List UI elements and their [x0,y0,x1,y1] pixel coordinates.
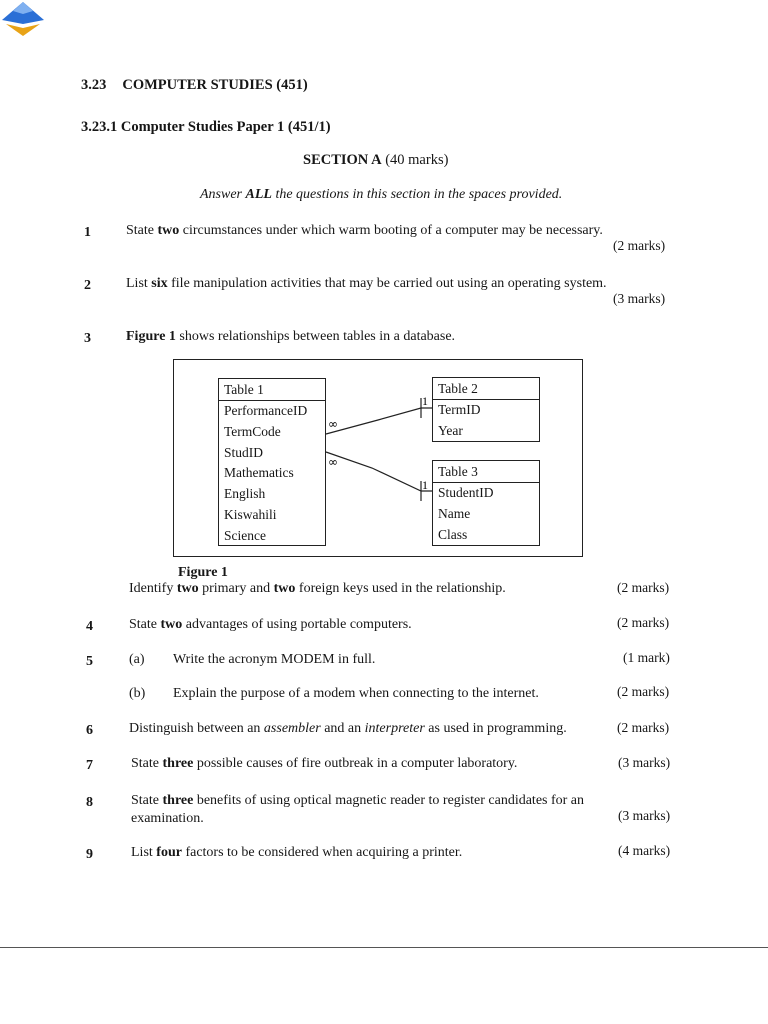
marks-label: (4 marks) [618,843,671,858]
question-text: State three possible causes of fire outbreak in a computer laboratory. [131,756,518,771]
table-1-field: Mathematics [224,465,294,481]
one-symbol: 1 [422,394,428,408]
table-1-field: English [224,486,266,502]
question-text: State two circumstances under which warm booting of a computer may be necessary. [126,223,603,238]
marks-label: (3 marks) [613,291,666,306]
table-1-box [218,378,326,546]
question-text: State two advantages of using portable computers. [129,617,412,632]
paper-heading: 3.23.1 Computer Studies Paper 1 (451/1) [81,119,331,135]
table-3-field: Class [438,526,468,542]
table-2-name: Table 2 [433,378,539,400]
table-1-field: Kiswahili [224,506,277,522]
question-number: 4 [86,619,93,634]
figure-caption: Figure 1 [178,565,228,580]
question-number: 6 [86,723,93,738]
marks-label: (2 marks) [617,720,670,735]
question-text: List six file manipulation activities that may be carried out using an operating system. [126,276,607,291]
marks-label: (2 marks) [613,238,666,253]
table-3-name: Table 3 [433,461,539,483]
question-number: 1 [84,225,91,240]
question-number: 5 [86,654,93,669]
section-a-title: SECTION A (40 marks) [303,152,449,168]
instructions: Answer ALL the questions in this section in the spaces provided. [200,187,563,202]
question-part-label: (a) [129,652,145,667]
table-1-field: PerformanceID [224,403,308,418]
question-text-continued: examination. [131,811,204,826]
question-number: 9 [86,847,93,862]
table-3-field: Name [438,505,471,521]
marks-label: (3 marks) [618,808,671,823]
question-text: List four factors to be considered when acquiring a printer. [131,845,463,860]
marks-label: (3 marks) [618,755,671,770]
table-3-box [432,460,540,546]
table-1-name: Table 1 [219,379,325,401]
table-3-field: StudentID [438,485,494,500]
question-text: Explain the purpose of a modem when connecting to the internet. [173,686,539,701]
question-number: 3 [84,331,91,346]
table-1-field: StudID [224,444,264,460]
question-text: Distinguish between an assembler and an interpreter as used in programming. [129,721,567,736]
many-symbol: ∞ [328,417,338,431]
question-number: 2 [84,278,91,293]
question-part-label: (b) [129,686,146,701]
marks-label: (2 marks) [617,684,670,699]
marks-label: (1 mark) [623,650,670,665]
many-symbol: ∞ [328,455,338,469]
question-number: 7 [86,758,93,773]
table-1-field: TermCode [224,423,281,439]
table-2-field: TermID [438,402,481,417]
table-2-field: Year [438,422,463,438]
question-text: Write the acronym MODEM in full. [173,652,376,667]
page-bottom-divider [0,947,768,948]
one-symbol: 1 [422,478,428,492]
table-2-box [432,377,540,442]
marks-label: (2 marks) [617,580,670,595]
figure-question: Identify two primary and two foreign keys used in the relationship. [129,581,506,596]
question-text: Figure 1 shows relationships between tables in a database. [126,329,456,344]
question-number: 8 [86,795,93,810]
knec-logo-icon [0,0,46,38]
table-1-field: Science [224,527,266,543]
question-text: State three benefits of using optical magnetic reader to register candidates for an [131,793,585,808]
marks-label: (2 marks) [617,615,670,630]
section-heading: 3.23 COMPUTER STUDIES (451) [81,77,308,93]
